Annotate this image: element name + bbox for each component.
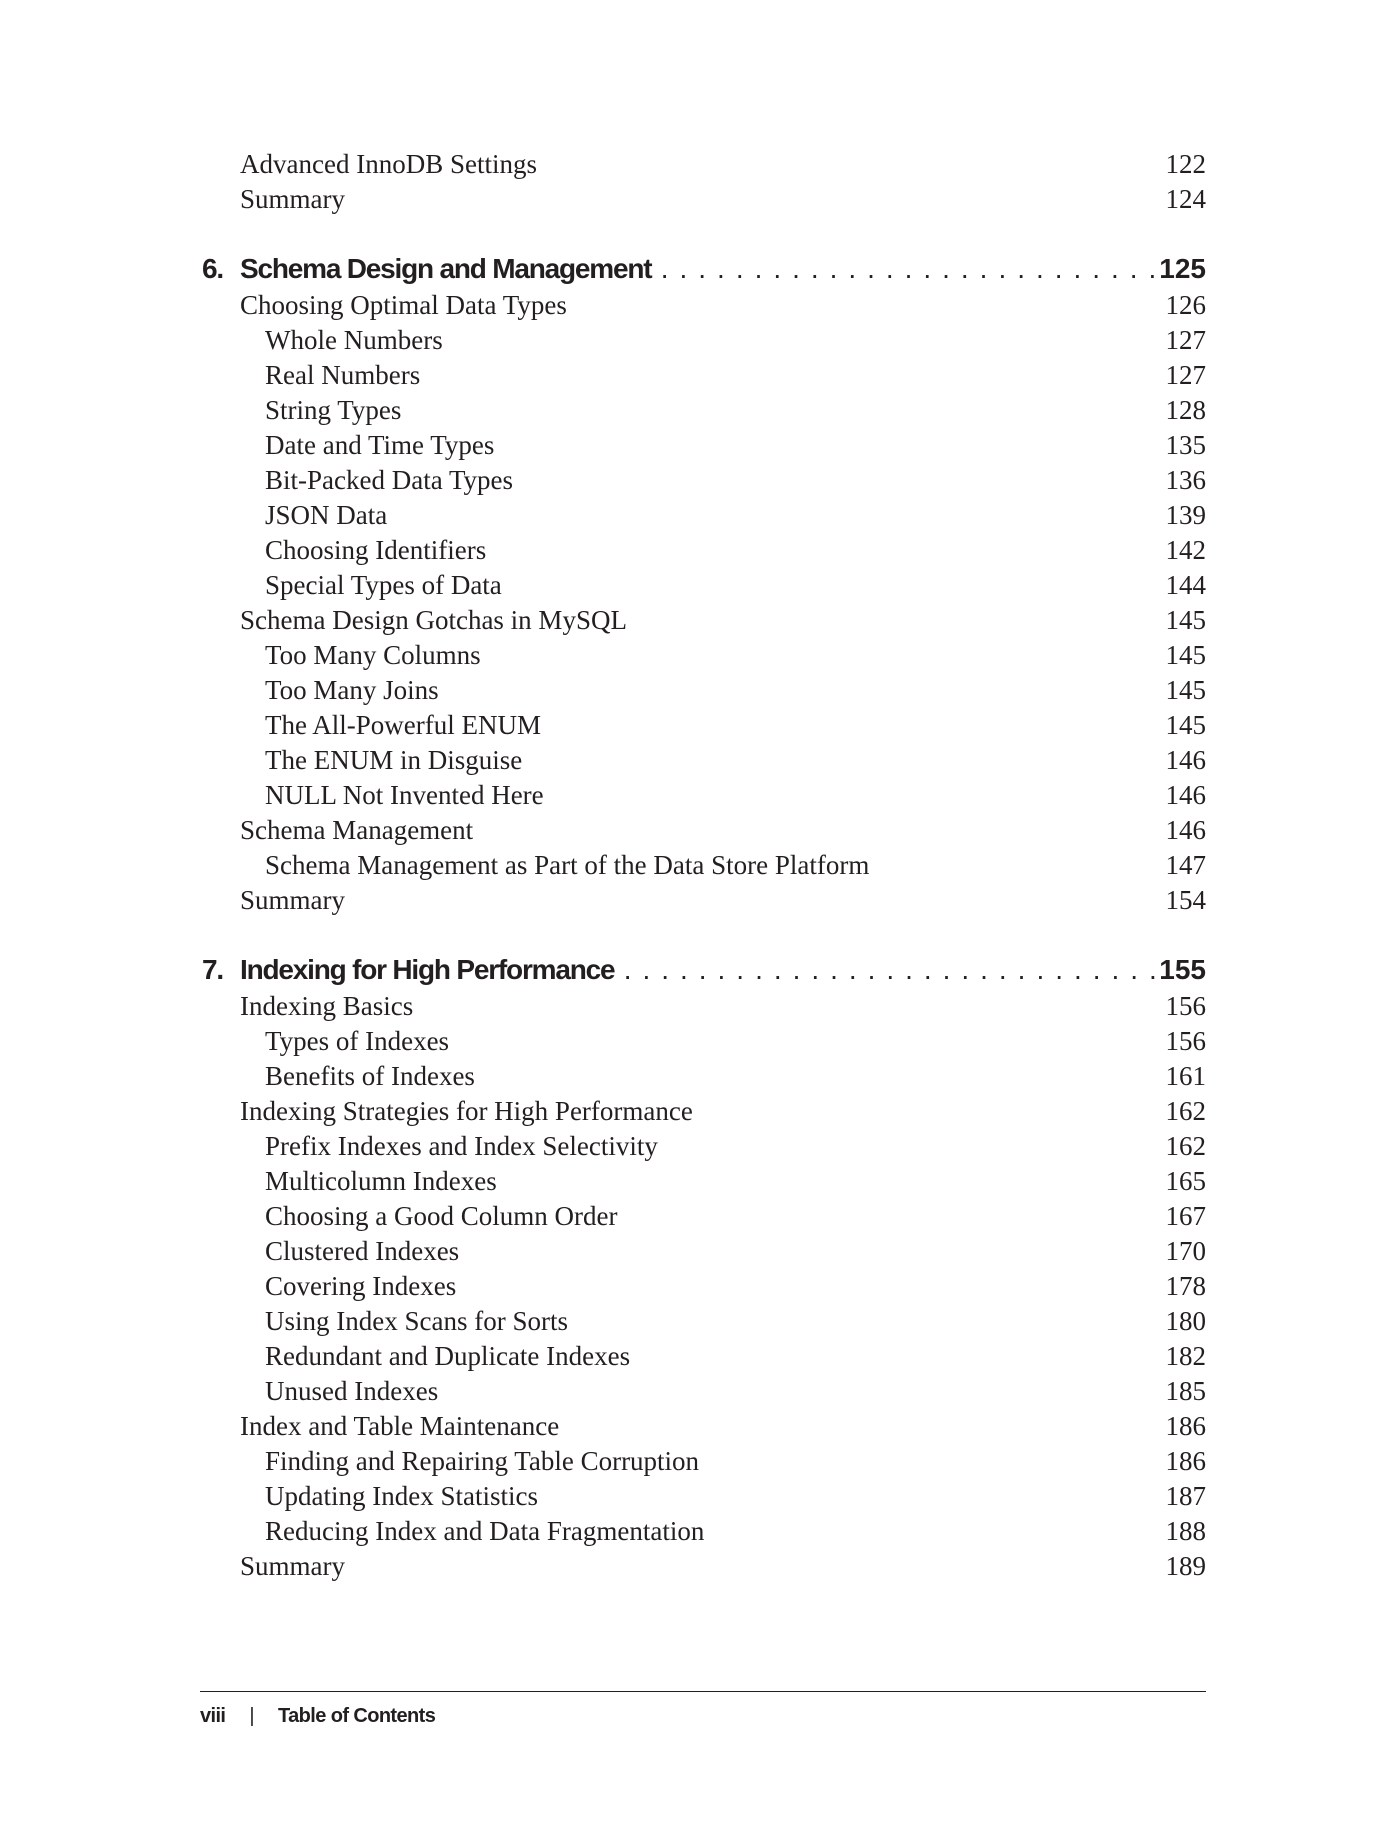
- toc-entry[interactable]: [202, 1479, 1206, 1514]
- toc-entry-title: Index and Table Maintenance: [240, 1411, 560, 1441]
- footer-separator: |: [249, 1705, 255, 1727]
- section-gap: [202, 918, 1206, 951]
- toc-entry-page: 167: [1165, 1201, 1206, 1231]
- toc-entry-page: 145: [1165, 710, 1206, 740]
- toc-entry-page: 128: [1165, 395, 1206, 425]
- toc-entry-title: Finding and Repairing Table Corruption: [265, 1446, 700, 1476]
- toc-entry-title: Too Many Columns: [265, 640, 481, 670]
- toc-entry[interactable]: [202, 989, 1206, 1024]
- toc-entry[interactable]: [202, 533, 1206, 568]
- toc-entry-title: Clustered Indexes: [265, 1236, 460, 1266]
- toc-entry-page: 122: [1165, 149, 1206, 179]
- toc-entry-title: Real Numbers: [265, 360, 421, 390]
- toc-entry-title: Benefits of Indexes: [265, 1061, 475, 1091]
- toc-entry-title: Indexing Basics: [240, 991, 414, 1021]
- toc-entry-title: String Types: [265, 395, 402, 425]
- chapter-page: 125: [1159, 253, 1206, 284]
- chapter-title: Schema Design and Management . . .: [240, 250, 1156, 288]
- toc-entry[interactable]: [202, 778, 1206, 813]
- toc-entry[interactable]: [202, 603, 1206, 638]
- toc-entry-page: 188: [1165, 1516, 1206, 1546]
- toc-entry-title: Redundant and Duplicate Indexes: [265, 1341, 631, 1371]
- toc-entry-title: Date and Time Types: [265, 430, 495, 460]
- toc-entry[interactable]: [202, 813, 1206, 848]
- toc-entry-title: Covering Indexes: [265, 1271, 457, 1301]
- chapter-number: 7.: [202, 954, 223, 985]
- toc-entry-page: 145: [1165, 605, 1206, 635]
- toc-entry[interactable]: [202, 1269, 1206, 1304]
- toc-entry[interactable]: [202, 288, 1206, 323]
- toc-entry-page: 182: [1165, 1341, 1206, 1371]
- toc-entry-page: 187: [1165, 1481, 1206, 1511]
- page-footer: [200, 1702, 435, 1730]
- toc-entry-title: Indexing Strategies for High Performance: [240, 1096, 693, 1126]
- toc-entry[interactable]: [202, 1129, 1206, 1164]
- footer-rule: [200, 1691, 1206, 1692]
- toc-entry-title: Special Types of Data: [265, 570, 502, 600]
- toc-entry[interactable]: [202, 147, 1206, 182]
- toc-entry-title: Using Index Scans for Sorts: [265, 1306, 568, 1336]
- toc-entry-title: Multicolumn Indexes: [265, 1166, 497, 1196]
- toc-entry-page: 154: [1165, 885, 1206, 915]
- toc-entry[interactable]: [202, 1024, 1206, 1059]
- toc-entry[interactable]: [202, 498, 1206, 533]
- toc-entry-title: NULL Not Invented Here: [265, 780, 544, 810]
- toc-entry-title: Bit-Packed Data Types: [265, 465, 514, 495]
- toc-entry-page: 124: [1165, 184, 1206, 214]
- toc-entry-title: Unused Indexes: [265, 1376, 439, 1406]
- page-number: viii: [200, 1705, 226, 1727]
- chapter-entries: [202, 989, 1206, 1584]
- toc-entry-page: 161: [1165, 1061, 1206, 1091]
- toc-entry-page: 178: [1165, 1271, 1206, 1301]
- chapter-page: 155: [1159, 954, 1206, 985]
- chapter-entries: [202, 288, 1206, 918]
- toc-entry-page: 180: [1165, 1306, 1206, 1336]
- toc-entry-title: JSON Data: [265, 500, 388, 530]
- toc-entry[interactable]: [202, 1374, 1206, 1409]
- toc-entry[interactable]: [202, 428, 1206, 463]
- section-gap: [202, 217, 1206, 250]
- toc-entry-title: Choosing a Good Column Order: [265, 1201, 618, 1231]
- toc-entry-title: Whole Numbers: [265, 325, 443, 355]
- chapter-title: Indexing for High Performance . . .: [240, 951, 1156, 989]
- toc-entry-page: 146: [1165, 745, 1206, 775]
- toc-entry-title: Prefix Indexes and Index Selectivity: [265, 1131, 658, 1161]
- toc-entry-page: 186: [1165, 1446, 1206, 1476]
- toc-entry-page: 127: [1165, 325, 1206, 355]
- toc-entry[interactable]: [202, 883, 1206, 918]
- toc-entry[interactable]: [202, 1514, 1206, 1549]
- toc-entry-title: The All-Powerful ENUM: [265, 710, 541, 740]
- toc-entry-title: Summary: [240, 885, 345, 915]
- toc-entry[interactable]: [202, 1199, 1206, 1234]
- toc-entry-title: Reducing Index and Data Fragmentation: [265, 1516, 705, 1546]
- toc-entry-page: 170: [1165, 1236, 1206, 1266]
- toc-entry[interactable]: [202, 1304, 1206, 1339]
- toc-entry-page: 185: [1165, 1376, 1206, 1406]
- chapter-heading-7[interactable]: [202, 951, 1206, 989]
- toc-entry[interactable]: [202, 1549, 1206, 1584]
- toc-entry[interactable]: [202, 638, 1206, 673]
- toc-entry-title: Choosing Identifiers: [265, 535, 487, 565]
- running-title: Table of Contents: [278, 1705, 436, 1727]
- toc-entry-title: Updating Index Statistics: [265, 1481, 538, 1511]
- toc-entry-page: 156: [1165, 991, 1206, 1021]
- toc-entry[interactable]: [202, 393, 1206, 428]
- toc-entry[interactable]: [202, 848, 1206, 883]
- toc-entry-page: 156: [1165, 1026, 1206, 1056]
- toc-entry[interactable]: [202, 568, 1206, 603]
- toc-entry-page: 189: [1165, 1551, 1206, 1581]
- toc-entry[interactable]: [202, 1339, 1206, 1374]
- toc-entry[interactable]: [202, 743, 1206, 778]
- toc-entry-title: Schema Management as Part of the Data Store Platform: [265, 850, 870, 880]
- toc-entry-page: 165: [1165, 1166, 1206, 1196]
- toc-entry-page: 144: [1165, 570, 1206, 600]
- toc-entry-page: 136: [1165, 465, 1206, 495]
- toc-entry-title: Summary: [240, 1551, 345, 1581]
- toc-entry[interactable]: [202, 182, 1206, 217]
- pre-entries: [202, 147, 1206, 217]
- toc-entry-title: Summary: [240, 184, 345, 214]
- toc-entry[interactable]: [202, 1444, 1206, 1479]
- toc-entry-title: Advanced InnoDB Settings: [240, 149, 537, 179]
- toc-entry[interactable]: [202, 1059, 1206, 1094]
- toc-entry-page: 127: [1165, 360, 1206, 390]
- toc-entry[interactable]: [202, 323, 1206, 358]
- toc-entry-page: 162: [1165, 1096, 1206, 1126]
- toc-entry-page: 145: [1165, 675, 1206, 705]
- toc-entry-page: 186: [1165, 1411, 1206, 1441]
- chapter-number: 6.: [202, 253, 223, 284]
- toc-entry-page: 139: [1165, 500, 1206, 530]
- toc-entry-page: 145: [1165, 640, 1206, 670]
- toc-entry-title: Too Many Joins: [265, 675, 439, 705]
- toc-entry-page: 162: [1165, 1131, 1206, 1161]
- toc-entry-title: Choosing Optimal Data Types: [240, 290, 567, 320]
- chapter-heading-6[interactable]: [202, 250, 1206, 288]
- toc-entry[interactable]: [202, 673, 1206, 708]
- toc-entry[interactable]: [202, 1094, 1206, 1129]
- toc-entry[interactable]: [202, 708, 1206, 743]
- toc-entry-title: Schema Management: [240, 815, 474, 845]
- toc-entry[interactable]: [202, 358, 1206, 393]
- toc-entry-title: Schema Design Gotchas in MySQL: [240, 605, 627, 635]
- toc-entry-title: The ENUM in Disguise: [265, 745, 523, 775]
- toc-entry[interactable]: [202, 463, 1206, 498]
- table-of-contents: [202, 147, 1206, 1584]
- toc-entry-title: Types of Indexes: [265, 1026, 450, 1056]
- toc-entry[interactable]: [202, 1234, 1206, 1269]
- toc-entry-page: 146: [1165, 815, 1206, 845]
- toc-entry[interactable]: [202, 1164, 1206, 1199]
- toc-entry-page: 146: [1165, 780, 1206, 810]
- toc-entry-page: 135: [1165, 430, 1206, 460]
- toc-entry-page: 126: [1165, 290, 1206, 320]
- toc-entry-page: 147: [1165, 850, 1206, 880]
- toc-entry-page: 142: [1165, 535, 1206, 565]
- toc-entry[interactable]: [202, 1409, 1206, 1444]
